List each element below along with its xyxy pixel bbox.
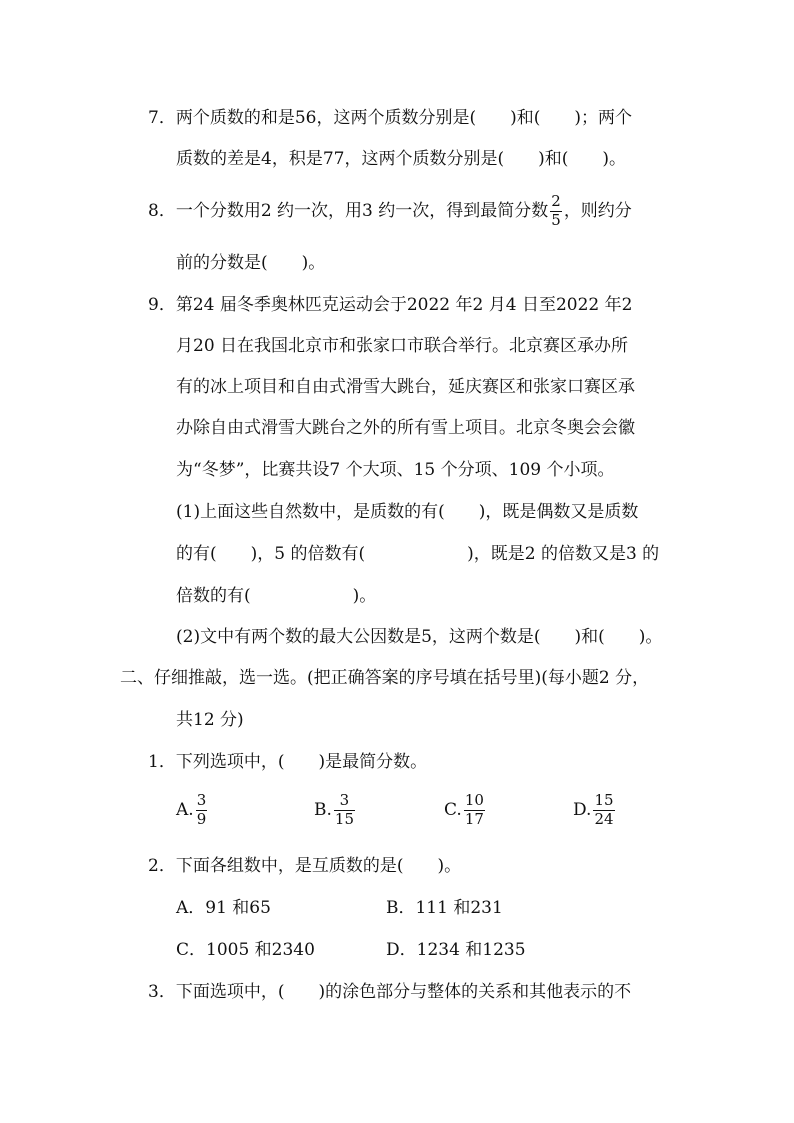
q8-text-after: ，则约分: [563, 200, 632, 221]
q8-fraction-denominator: 5: [551, 210, 561, 229]
option-numerator: 3: [196, 791, 207, 809]
q8-line2: 前的分数是( )。: [176, 253, 326, 273]
option-label: A.: [176, 799, 194, 820]
q9-line1: 9．第24 届冬季奥林匹克运动会于2022 年2 月4 日至2022 年2: [148, 295, 633, 315]
q9-line5: 为“冬梦”，比赛共设7 个大项、15 个分项、109 个小项。: [176, 460, 615, 480]
mc2-option-b: B．111 和231: [386, 898, 503, 918]
q9-line2: 月20 日在我国北京市和张家口市联合举行。北京赛区承办所: [176, 336, 629, 356]
option-numerator: 3: [334, 793, 355, 811]
mc3-stem: 3．下面选项中，( )的涂色部分与整体的关系和其他表示的不: [148, 982, 632, 1002]
option-fraction: [334, 793, 355, 828]
q8-text-before: 8．一个分数用2 约一次，用3 约一次，得到最简分数: [148, 200, 549, 221]
mc1-stem: 1．下列选项中，( )是最简分数。: [148, 752, 428, 772]
option-fraction: [464, 793, 485, 828]
mc2-stem: 2．下面各组数中，是互质数的是( )。: [148, 856, 462, 876]
option-fraction: [593, 793, 614, 828]
q7-line1: 7．两个质数的和是56，这两个质数分别是( )和( )；两个: [148, 108, 632, 128]
q9-line3: 有的冰上项目和自由式滑雪大跳台，延庆赛区和张家口赛区承: [176, 377, 635, 397]
option-denominator: 17: [464, 809, 484, 828]
q8-fraction: [550, 194, 562, 229]
q7-line2: 质数的差是4，积是77，这两个质数分别是( )和( )。: [176, 149, 626, 169]
mc1-option-d: [573, 793, 617, 828]
option-numerator: 15: [594, 791, 614, 809]
option-denominator: 24: [594, 809, 614, 828]
mc1-option-b: [314, 793, 357, 828]
mc2-option-a: A．91 和65: [176, 898, 271, 918]
option-fraction: [196, 793, 208, 828]
mc2-option-d: D．1234 和1235: [386, 940, 526, 960]
q9-line4: 办除自由式滑雪大跳台之外的所有雪上项目。北京冬奥会会徽: [176, 418, 635, 438]
q9-sub1-line2: 的有( )，5 的倍数有( )，既是2 的倍数又是3 的: [176, 544, 660, 564]
q9-sub2: (2)文中有两个数的最大公因数是5，这两个数是( )和( )。: [176, 627, 663, 647]
q9-sub1-line1: (1)上面这些自然数中，是质数的有( )，既是偶数又是质数: [176, 502, 639, 522]
q9-sub1-line3: 倍数的有( )。: [176, 586, 377, 606]
option-numerator: 10: [464, 791, 484, 809]
option-denominator: 15: [334, 809, 354, 828]
option-label: C.: [444, 799, 462, 820]
option-label: B.: [314, 799, 332, 820]
q8-fraction-numerator: 2: [551, 192, 561, 210]
option-denominator: 9: [196, 809, 207, 828]
mc2-option-c: C．1005 和2340: [176, 940, 315, 960]
section2-heading-line1: 二、仔细推敲，选一选。(把正确答案的序号填在括号里)(每小题2 分，: [120, 668, 650, 688]
option-label: D.: [573, 799, 592, 820]
mc1-option-a: [176, 793, 209, 828]
q8-line1: [148, 194, 632, 229]
section2-heading-line2: 共12 分): [176, 710, 244, 730]
mc1-option-c: [444, 793, 487, 828]
